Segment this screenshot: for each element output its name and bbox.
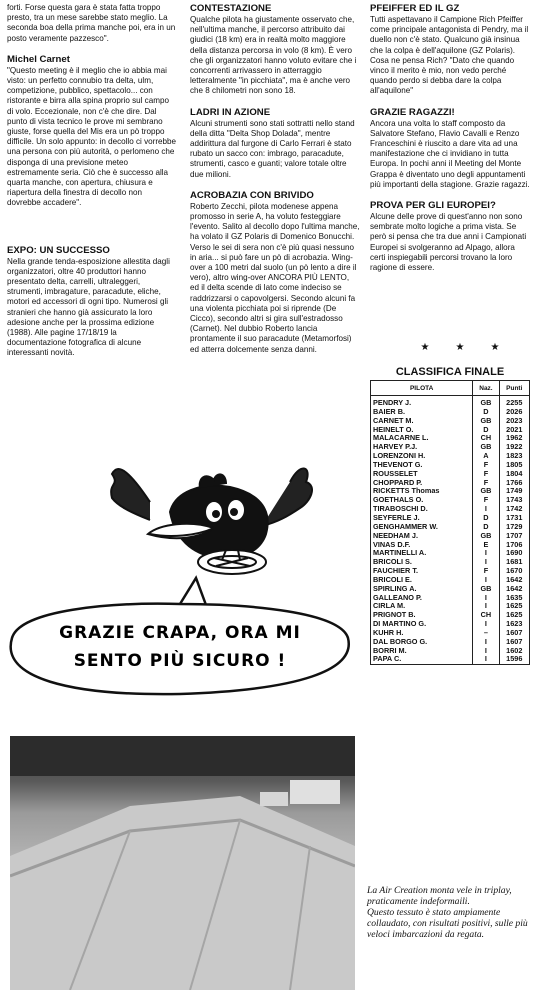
star-icon: ★ [420, 342, 430, 353]
points-cell: 1625 [506, 610, 523, 620]
points-cell: 2026 [506, 406, 523, 416]
pilot-name-cell: CHOPPARD P. [373, 477, 423, 487]
nation-cell: I [473, 655, 499, 664]
pilot-name-cell: SPIRLING A. [373, 583, 417, 593]
nation-cell: GB [473, 532, 499, 541]
points-cell: 1670 [506, 566, 523, 576]
star-icon: ★ [455, 342, 465, 353]
points-cell: 1623 [506, 619, 523, 629]
points-cell: 2255 [506, 398, 523, 407]
column-right [370, 3, 530, 273]
table-row [371, 655, 530, 664]
pilot-name-cell: PAPA C. [373, 654, 402, 664]
nation-cell: D [473, 426, 499, 435]
nation-cell: I [473, 620, 499, 629]
points-cell: 2021 [506, 424, 523, 434]
pfeiffer-heading: PFEIFFER ED IL GZ [370, 3, 460, 14]
nation-cell: F [473, 470, 499, 479]
nation-cell: GB [473, 443, 499, 452]
pilot-name-cell: CIRLA M. [373, 601, 406, 611]
pilot-name-cell: GOETHALS O. [373, 495, 424, 505]
points-cell: 1607 [506, 636, 523, 646]
ladri-paragraph: Alcuni strumenti sono stati sottratti nello stand della ditta "Delta Shop Dolada", mentre addirittura dal furgone di Carlo Ferrari è stato rubato un sacco con: imbrago, paracadute, strumenti, casco e guanti; valore totale oltre due milioni. [190, 118, 355, 179]
nation-cell: F [473, 567, 499, 576]
pilot-name-cell: BORRI M. [373, 645, 407, 655]
nation-cell: I [473, 638, 499, 647]
pilot-name-cell: MALACARNE L. [373, 433, 429, 443]
nation-cell: I [473, 505, 499, 514]
nation-cell: I [473, 602, 499, 611]
crow-icon [111, 468, 312, 574]
carnet-paragraph: "Questo meeting è il meglio che io abbia mai visto: un perfetto connubio tra delta, ulm, competizione, pubblico, spettacolo... con ristorante e birra alla spina proprio sul campo di volo. Eccezionale, non c'è che dire. Dal punto di vista tecnico le prove mi sembrano giuste, forse quella del Mis era un pò troppo difficile. Un solo appunto: in decollo ci vorrebbe una persona con più autorità, o perlomeno che disponga di una previsione meteo estremamente seria. Ciò che è successo alla quarta manche, con apertura, chiusura e riapertura della finestra di decollo non dovrebbe accadere". [7, 65, 177, 208]
pilot-name-cell: THEVENOT G. [373, 459, 423, 469]
nation-cell: GB [473, 417, 499, 426]
nation-cell: CH [473, 434, 499, 443]
pilot-name-cell: KUHR H. [373, 627, 404, 637]
classifica-table [370, 380, 530, 665]
nation-cell: D [473, 408, 499, 417]
pilot-name-cell: PRIGNOT B. [373, 610, 416, 620]
points-cell: 2023 [506, 415, 523, 425]
contestazione-heading: CONTESTAZIONE [190, 3, 272, 14]
nation-cell: F [473, 479, 499, 488]
points-cell: 1707 [506, 530, 523, 540]
prova-paragraph: Alcune delle prove di quest'anno non sono sembrate molto logiche a prima vista. Se però si pensa che tra due anni i Campionati Europei si svolgeranno ad Alpago, allora certi inspiegabili percorsi trovano la loro ragione di essere. [370, 212, 527, 273]
points-cell: 1681 [506, 557, 523, 567]
caption-p1: La Air Creation monta vele in triplay, praticamente indeformaili. [367, 885, 512, 907]
nation-cell: GB [473, 396, 499, 408]
points-cell: 1962 [506, 433, 523, 443]
intro-paragraph: forti. Forse questa gara è stata fatta troppo presto, tra un mese sarebbe stato meglio. La seconda boa della prima manche poi, era in un posto veramente pazzesco". [7, 3, 176, 43]
points-cell: 1742 [506, 504, 523, 514]
points-cell: 1749 [506, 486, 523, 496]
points-cell: 1596 [506, 654, 523, 664]
nation-cell: GB [473, 585, 499, 594]
grazie-paragraph: Ancora una volta lo staff composto da Salvatore Stefano, Flavio Cavalli e Renzo Franceschini è riuscito a dare vita ad una manifestazione che ci invidiano in tutta Europa. In pochi anni il Meeting del Monte Grappa è diventato uno degli appuntamenti più importanti della stagione. Grazie ragazzi. [370, 118, 530, 189]
star-icon: ★ [490, 342, 500, 353]
pilot-name-cell: DAL BORGO G. [373, 636, 428, 646]
cartoon-illustration [0, 442, 360, 727]
pilot-name-cell: DI MARTINO G. [373, 619, 427, 629]
classifica-title: CLASSIFICA FINALE [395, 366, 505, 378]
points-cell: 1602 [506, 645, 523, 655]
nation-cell: I [473, 594, 499, 603]
pilot-name-cell: VINAS D.F. [373, 539, 411, 549]
points-cell: 1823 [506, 451, 523, 461]
photo-caption [367, 885, 532, 940]
pilot-name-cell: SEYFERLE J. [373, 512, 420, 522]
header-nazione: Naz. [473, 381, 499, 396]
nation-cell: I [473, 647, 499, 656]
points-cell: 1805 [506, 459, 523, 469]
pilot-name-cell: PENDRY J. [373, 398, 412, 407]
nation-cell: D [473, 523, 499, 532]
points-cell: 1607 [506, 627, 523, 637]
pilot-name-cell: NEEDHAM J. [373, 530, 419, 540]
pilot-name-cell: FAUCHIER T. [373, 566, 418, 576]
pilot-name-cell: ROUSSELET [373, 468, 418, 478]
expo-paragraph: Nella grande tenda-esposizione allestita dagli organizzatori, oltre 40 produttori hanno presentato delta, carrelli, ultraleggeri, strumenti, imbragature, paracadute, eliche, motori ed accessori di ogni tipo. Numerosi gli stranieri che hanno già assicurato la loro adesione anche per la prossima edizione (1988). Alle pagine 17/18/19 la documentazione fotografica di alcune interessanti novità. [7, 256, 170, 358]
pilot-name-cell: HEINELT O. [373, 424, 414, 434]
header-punti: Punti [499, 381, 529, 396]
points-cell: 1690 [506, 548, 523, 558]
grazie-heading: GRAZIE RAGAZZI! [370, 106, 455, 118]
acrobazia-heading: ACROBAZIA CON BRIVIDO [190, 189, 314, 201]
prova-heading: PROVA PER GLI EUROPEI? [370, 200, 496, 212]
points-cell: 1922 [506, 442, 523, 452]
nation-cell: I [473, 549, 499, 558]
nation-cell: A [473, 452, 499, 461]
nation-cell: GB [473, 487, 499, 496]
pilot-name-cell: TIRABOSCHI D. [373, 504, 428, 514]
nation-cell: E [473, 541, 499, 550]
table-header-row [371, 381, 530, 396]
header-pilota: PILOTA [371, 381, 473, 396]
pilot-name-cell: GALLEANO P. [373, 592, 422, 602]
tent-photo [10, 736, 355, 990]
pilot-name-cell: LORENZONI H. [373, 451, 426, 461]
points-cell: 1642 [506, 574, 523, 584]
nation-cell: F [473, 461, 499, 470]
nation-cell: CH [473, 611, 499, 620]
pilot-name-cell: MARTINELLI A. [373, 548, 427, 558]
nation-cell: I [473, 576, 499, 585]
pfeiffer-paragraph: Tutti aspettavano il Campione Rich Pfeiffer come principale antagonista di Pendry, ma il duello non c'è stato. Qualcuno già insinua che la colpa è dell'aquilone (GZ Polaris). Cosa ne pensa Rich? "Dato che quando vinco il merito è mio, non vedo perché quando perdo si debba dare la colpa all'aquilone" [370, 15, 529, 96]
points-cell: 1766 [506, 477, 523, 487]
pilot-name-cell: BRICOLI E. [373, 574, 412, 584]
nation-cell: – [473, 629, 499, 638]
bubble-line-2: SENTO PIÙ SICURO ! [73, 651, 287, 671]
pilot-name-cell: CARNET M. [373, 415, 414, 425]
table-row [371, 396, 530, 408]
bubble-line-1: GRAZIE CRAPA, ORA MI [59, 623, 301, 643]
carnet-heading: Michel Carnet [7, 53, 70, 65]
points-cell: 1743 [506, 495, 523, 505]
tent-photo-drawing [10, 736, 355, 990]
pilot-name-cell: HARVEY P.J. [373, 442, 418, 452]
points-cell: 1642 [506, 583, 523, 593]
points-cell: 1731 [506, 512, 523, 522]
nation-cell: F [473, 496, 499, 505]
pilot-name-cell: BRICOLI S. [373, 557, 412, 567]
caption-p2: Questo tessuto è stato ampiamente collaudato, con risultati positivi, sulle più veloci imbarcazioni da regata. [367, 907, 528, 940]
pilot-name-cell: RICKETTS Thomas [373, 486, 440, 496]
acrobazia-paragraph: Roberto Zecchi, pilota modenese appena promosso in serie A, ha voluto festeggiare l'evento. Salito al decollo dopo l'ultima manche, ha volato il GZ Polaris di Domenico Bonucchi. Verso le sei di sera non c'è più quasi nessuno in aria... si può fare un pò di acrobazia. Wing-over a 100 metri dal suolo (un pò lento a dire il vero), altro wing-over ANCORA PIÙ LENTO, ed il delta scende di lato come indeciso se raddrizzarsi o capovolgersi. Secondo alcuni fa una violenta picchiata poi si riprende (De Cicco), secondo altri si gira sull'estradosso (Carnet). Nel dubbio Roberto lancia prontamente il suo paracadute (Metamorfosi) ed atterra dolcemente senza danni. [190, 201, 360, 354]
column-left [7, 3, 177, 359]
contestazione-paragraph: Qualche pilota ha giustamente osservato che, nell'ultima manche, il percorso attribuito dai giudici (18 km) era in realtà molto maggiore della distanza percorsa in volo (8 km). È vero che gli organizzatori hanno voluto evitare che i concorrenti arrivassero in atterraggio letteralmente "in picchiata", ma è anche vero che 8 chilometri non sono 18. [190, 15, 357, 96]
nation-cell: D [473, 514, 499, 523]
points-cell: 1635 [506, 592, 523, 602]
column-middle [190, 3, 360, 355]
ladri-heading: LADRI IN AZIONE [190, 106, 271, 118]
points-cell: 1729 [506, 521, 523, 531]
pilot-name-cell: BAIER B. [373, 406, 406, 416]
pilot-name-cell: GENGHAMMER W. [373, 521, 438, 531]
expo-heading: EXPO: UN SUCCESSO [7, 244, 110, 256]
nation-cell: I [473, 558, 499, 567]
points-cell: 1706 [506, 539, 523, 549]
section-stars [415, 342, 505, 353]
points-cell: 1625 [506, 601, 523, 611]
classifica-rows [371, 396, 530, 665]
points-cell: 1804 [506, 468, 523, 478]
